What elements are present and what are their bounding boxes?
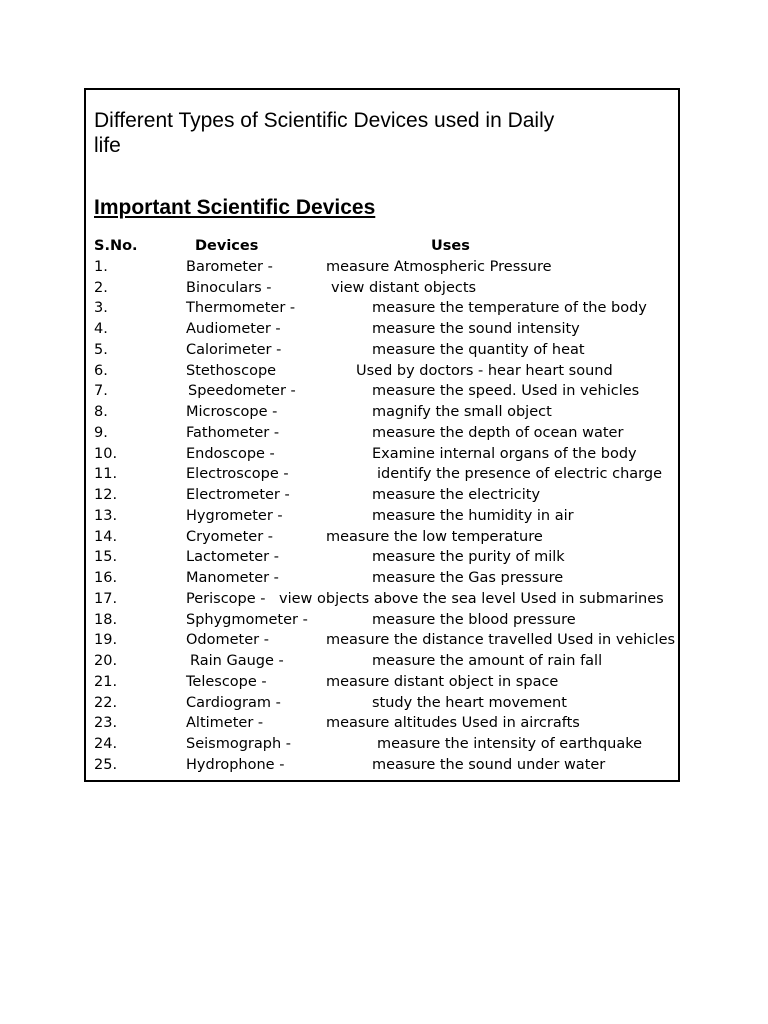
table-row	[86, 755, 678, 776]
table-row	[86, 278, 678, 299]
row-use: measure the quantity of heat	[372, 341, 585, 358]
row-sno: 15.	[94, 549, 118, 566]
row-device: Fathometer -	[186, 424, 280, 441]
document-frame	[84, 88, 680, 782]
row-sno: 6.	[94, 362, 108, 379]
row-sno: 17.	[94, 590, 118, 607]
header-devices: Devices	[195, 238, 259, 254]
row-use: measure the humidity in air	[372, 507, 574, 524]
row-use: measure altitudes Used in aircrafts	[326, 715, 580, 732]
device-table	[86, 236, 678, 776]
table-row	[86, 713, 678, 734]
row-use: measure Atmospheric Pressure	[326, 258, 552, 275]
row-use: measure the Gas pressure	[372, 570, 564, 586]
header-sno: S.No.	[94, 238, 138, 254]
row-device: Cardiogram -	[186, 694, 281, 711]
row-device: Hydrophone -	[186, 756, 285, 773]
table-row	[86, 610, 678, 631]
row-use: measure the distance travelled Used in vehicles	[326, 632, 676, 649]
row-sno: 5.	[94, 341, 108, 358]
row-use: view objects above the sea level Used in submarines	[279, 590, 664, 607]
row-use: measure the amount of rain fall	[372, 653, 603, 669]
row-device: Electroscope -	[186, 466, 289, 483]
table-row	[86, 734, 678, 755]
row-sno: 16.	[94, 570, 118, 586]
row-sno: 12.	[94, 487, 118, 503]
row-sno: 13.	[94, 507, 118, 524]
table-row	[86, 319, 678, 340]
row-sno: 9.	[94, 424, 108, 441]
row-device: Calorimeter -	[186, 341, 282, 358]
row-use: study the heart movement	[372, 694, 567, 711]
row-use: measure the speed. Used in vehicles	[372, 383, 640, 400]
page-title: Different Types of Scientific Devices used in Daily life	[94, 109, 555, 157]
row-use: measure distant object in space	[326, 673, 559, 690]
table-row	[86, 693, 678, 714]
row-sno: 8.	[94, 404, 108, 420]
row-device: Speedometer -	[188, 383, 296, 400]
table-row	[86, 589, 678, 610]
row-device: Odometer -	[186, 632, 269, 649]
row-use: Used by doctors - hear heart sound	[356, 362, 613, 379]
row-sno: 3.	[94, 300, 108, 317]
table-row	[86, 298, 678, 319]
row-sno: 19.	[94, 632, 118, 649]
table-row	[86, 506, 678, 527]
row-sno: 10.	[94, 445, 118, 462]
table-row	[86, 257, 678, 278]
row-device: Barometer -	[186, 258, 273, 275]
header-uses: Uses	[431, 238, 470, 254]
table-row	[86, 402, 678, 423]
row-use: measure the low temperature	[326, 528, 543, 545]
row-device: Electrometer -	[186, 487, 290, 503]
row-sno: 1.	[94, 258, 108, 275]
row-device: Rain Gauge -	[190, 653, 284, 669]
section-heading: Important Scientific Devices	[94, 196, 376, 219]
row-sno: 20.	[94, 653, 118, 669]
row-sno: 14.	[94, 528, 118, 545]
row-device: Lactometer -	[186, 549, 279, 566]
row-device: Altimeter -	[186, 715, 264, 732]
row-device: Microscope -	[186, 404, 278, 420]
row-device: Thermometer -	[186, 300, 296, 317]
table-row	[86, 361, 678, 382]
table-row	[86, 651, 678, 672]
row-sno: 23.	[94, 715, 118, 732]
row-device: Periscope -	[186, 590, 266, 607]
row-use: measure the purity of milk	[372, 549, 565, 566]
table-row	[86, 547, 678, 568]
row-device: Seismograph -	[186, 736, 291, 752]
table-header	[86, 236, 678, 257]
row-device: Manometer -	[186, 570, 279, 586]
row-sno: 18.	[94, 611, 118, 628]
table-row	[86, 464, 678, 485]
row-use: Examine internal organs of the body	[372, 445, 637, 462]
row-device: Sphygmometer -	[186, 611, 308, 628]
table-row	[86, 423, 678, 444]
row-sno: 21.	[94, 673, 118, 690]
row-sno: 11.	[94, 466, 118, 483]
row-use: identify the presence of electric charge	[377, 466, 663, 483]
row-use: measure the blood pressure	[372, 611, 576, 628]
row-device: Hygrometer -	[186, 507, 283, 524]
table-row	[86, 381, 678, 402]
row-sno: 22.	[94, 694, 118, 711]
table-row	[86, 340, 678, 361]
row-device: Endoscope -	[186, 445, 275, 462]
row-device: Telescope -	[186, 673, 267, 690]
table-row	[86, 527, 678, 548]
row-use: measure the depth of ocean water	[372, 424, 624, 441]
row-sno: 2.	[94, 279, 108, 296]
table-row	[86, 444, 678, 465]
row-sno: 7.	[94, 383, 108, 400]
table-row	[86, 672, 678, 693]
row-device: Cryometer -	[186, 528, 273, 545]
row-sno: 25.	[94, 756, 118, 773]
table-row	[86, 485, 678, 506]
row-device: Binoculars -	[186, 279, 272, 296]
row-sno: 24.	[94, 736, 118, 752]
row-use: measure the temperature of the body	[372, 300, 647, 317]
row-use: measure the intensity of earthquake	[377, 736, 643, 752]
row-sno: 4.	[94, 321, 108, 337]
row-device: Stethoscope	[186, 362, 277, 379]
row-use: view distant objects	[331, 279, 477, 296]
table-row	[86, 568, 678, 589]
row-use: measure the sound under water	[372, 756, 606, 773]
row-use: measure the electricity	[372, 487, 541, 503]
row-device: Audiometer -	[186, 321, 281, 337]
row-use: magnify the small object	[372, 404, 552, 420]
row-use: measure the sound intensity	[372, 321, 580, 337]
table-row	[86, 630, 678, 651]
